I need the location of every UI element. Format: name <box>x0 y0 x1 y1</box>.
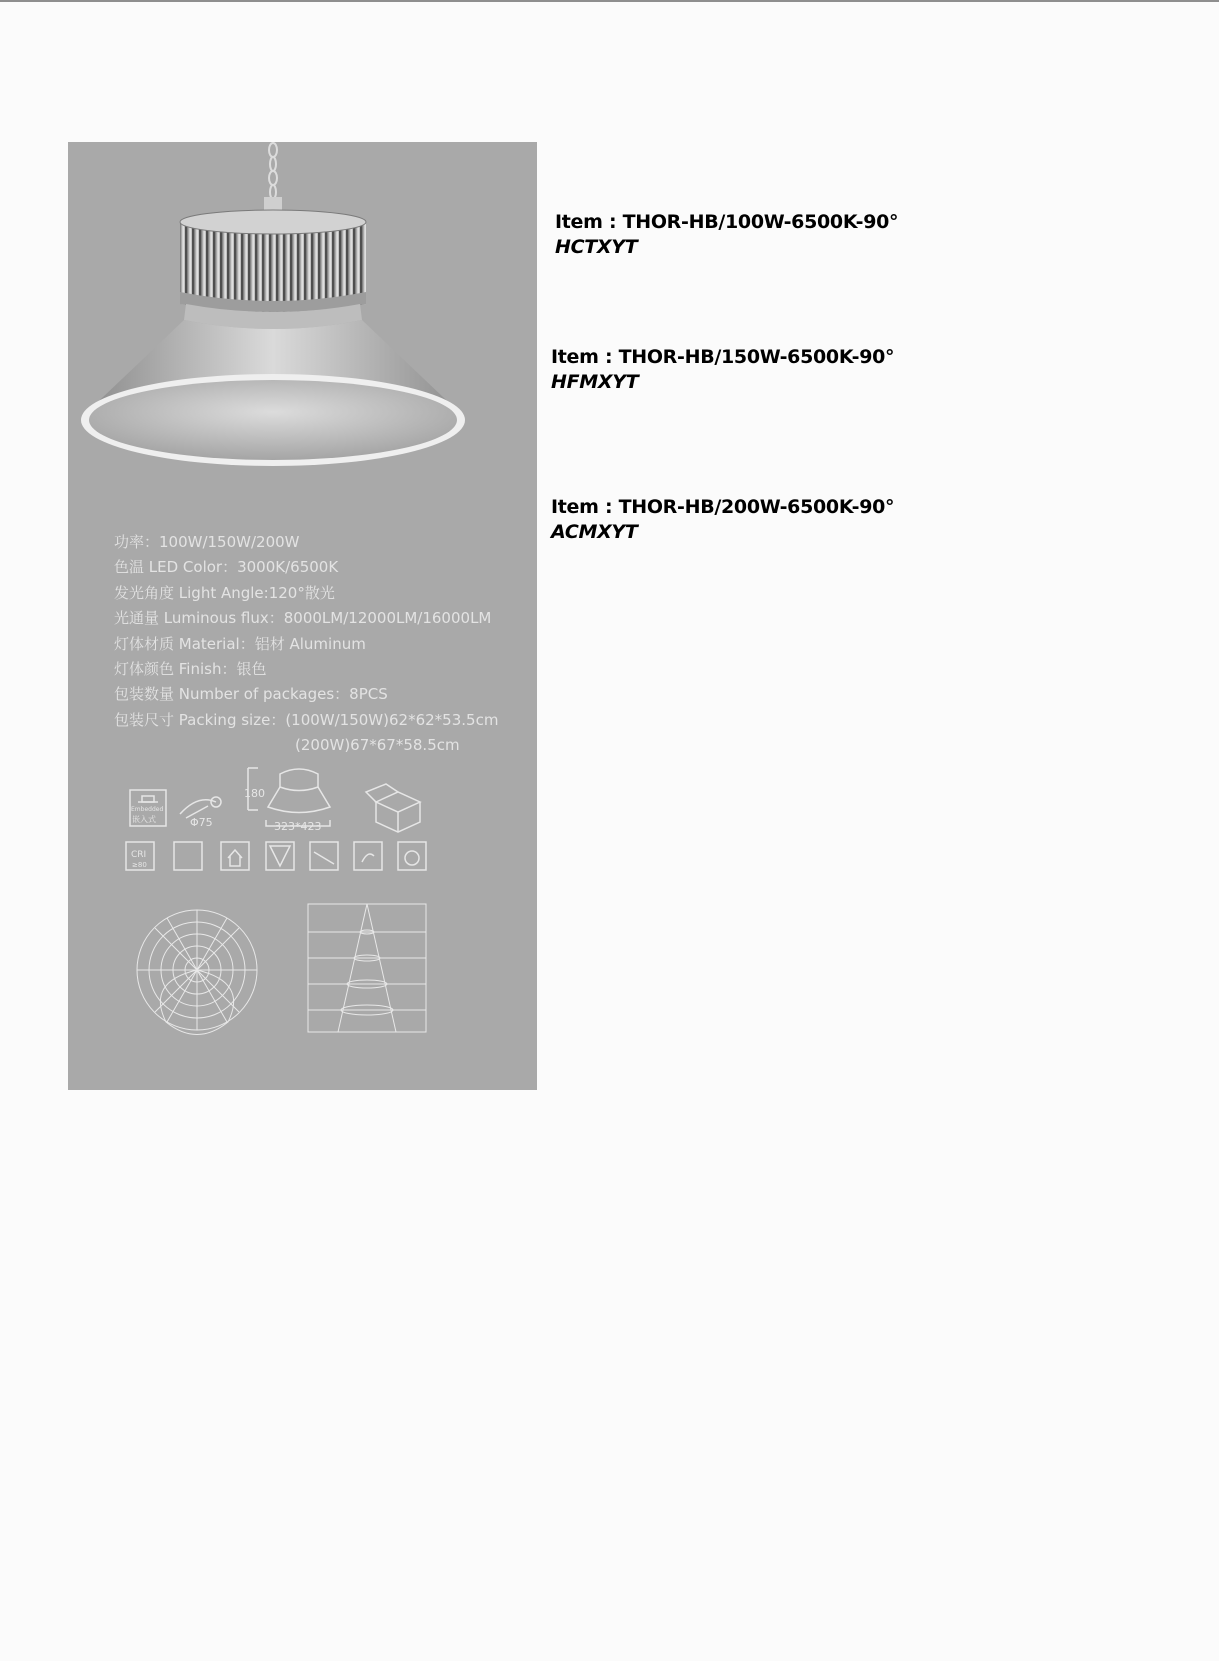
carton-box-icon <box>366 784 420 832</box>
cri-value: ≥80 <box>132 861 147 869</box>
dimension-label: 323*423 <box>274 820 322 833</box>
item-label: Item : THOR-HB/150W-6500K-90° <box>551 346 895 368</box>
item-label: Item : THOR-HB/200W-6500K-90° <box>551 496 895 518</box>
lifespan-icon <box>398 842 426 870</box>
item-200w <box>551 495 894 545</box>
spec-finish: 灯体颜色 Finish：银色 <box>114 659 267 678</box>
spec-led-color: 色温 LED Color：3000K/6500K <box>114 558 339 577</box>
hole-size-label: Φ75 <box>190 816 213 829</box>
item-100w <box>555 210 898 260</box>
spec-packing-size: 包装尺寸 Packing size：(100W/150W)62*62*53.5cm <box>114 710 499 729</box>
spec-packages: 包装数量 Number of packages：8PCS <box>114 685 388 704</box>
beam-angle-icon <box>310 842 338 870</box>
cri-label: CRI <box>131 850 147 860</box>
top-border-rule <box>0 0 1219 2</box>
led-chip-icon <box>174 842 202 870</box>
item-label: Item : THOR-HB/100W-6500K-90° <box>555 211 899 233</box>
item-code: ACMXYT <box>551 521 638 543</box>
chain-icon <box>269 143 277 199</box>
spec-light-angle: 发光角度 Light Angle:120°散光 <box>114 583 335 602</box>
embedded-label: Embedded <box>131 806 164 813</box>
rotatable-icon <box>354 842 382 870</box>
illuminance-cone-diagram <box>308 904 426 1032</box>
embedded-cn-label: 嵌入式 <box>132 815 156 824</box>
product-image-panel <box>68 142 537 1090</box>
spec-packing-size-200w: (200W)67*67*58.5cm <box>295 736 460 755</box>
cable-clip-icon <box>180 797 221 818</box>
polar-distribution-diagram <box>137 910 257 1035</box>
spec-luminous-flux: 光通量 Luminous flux：8000LM/12000LM/16000LM <box>114 609 492 628</box>
spec-material: 灯体材质 Material：铝材 Aluminum <box>114 634 366 653</box>
height-label: 180 <box>244 787 265 800</box>
spec-list <box>114 530 498 759</box>
item-code: HFMXYT <box>551 371 639 393</box>
item-code: HCTXYT <box>555 236 638 258</box>
spec-power: 功率：100W/150W/200W <box>114 533 300 551</box>
item-150w <box>551 345 894 395</box>
